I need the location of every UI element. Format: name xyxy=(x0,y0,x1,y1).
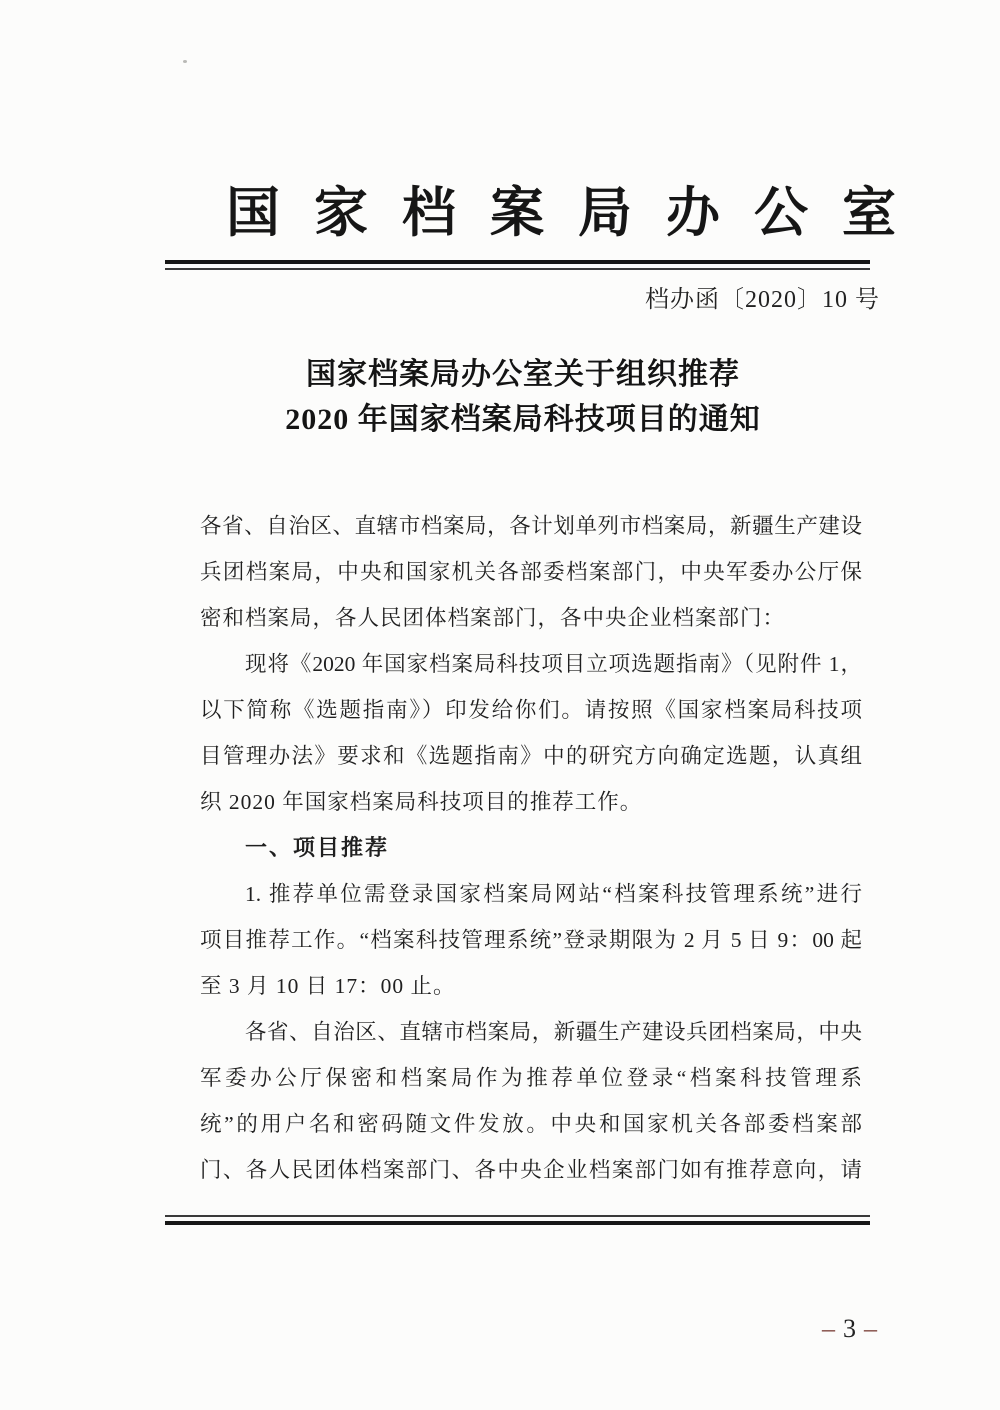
header-rule-thin xyxy=(165,268,870,270)
body-line: 以下简称《选题指南》）印发给你们。请按照《国家档案局科技项 xyxy=(200,698,862,722)
body-line: 兵团档案局，中央和国家机关各部委档案部门，中央军委办公厅保 xyxy=(200,560,862,584)
footer-rule-thick xyxy=(165,1221,870,1225)
body-line: 统”的用户名和密码随文件发放。中央和国家机关各部委档案部 xyxy=(200,1112,862,1136)
document-title xyxy=(173,352,873,442)
page-number-value: 3 xyxy=(843,1314,858,1343)
body-line: 密和档案局，各人民团体档案部门，各中央企业档案部门： xyxy=(200,606,786,630)
body-line: 现将《2020 年国家档案局科技项目立项选题指南》（见附件 1， xyxy=(245,652,862,676)
footer-rule-thin xyxy=(165,1215,870,1217)
body-line: 各省、自治区、直辖市档案局，各计划单列市档案局，新疆生产建设 xyxy=(200,514,862,538)
header-rule-thick xyxy=(165,260,870,264)
document-title-line-2: 2020 年国家档案局科技项目的通知 xyxy=(285,403,761,436)
body-line: 门、各人民团体档案部门、各中央企业档案部门如有推荐意向，请 xyxy=(200,1158,862,1182)
document-number: 档办函〔2020〕10 号 xyxy=(645,287,880,313)
body-line: 织 2020 年国家档案局科技项目的推荐工作。 xyxy=(200,790,643,814)
agency-masthead: 国家档案局办公室 xyxy=(226,183,930,243)
document-body xyxy=(200,503,862,1193)
section-heading: 一、项目推荐 xyxy=(245,835,390,860)
body-line: 目管理办法》要求和《选题指南》中的研究方向确定选题，认真组 xyxy=(200,744,862,768)
document-title-line-1: 国家档案局办公室关于组织推荐 xyxy=(306,358,740,391)
body-line: 至 3 月 10 日 17：00 止。 xyxy=(200,974,456,998)
body-line: 1. 推荐单位需登录国家档案局网站“档案科技管理系统”进行 xyxy=(245,882,862,906)
scan-speck xyxy=(183,60,187,63)
page-number-dash-left: – xyxy=(822,1314,837,1343)
page-number xyxy=(816,1314,885,1344)
body-line: 项目推荐工作。“档案科技管理系统”登录期限为 2 月 5 日 9：00 起 xyxy=(200,928,862,952)
body-line: 军委办公厅保密和档案局作为推荐单位登录“档案科技管理系 xyxy=(200,1066,862,1090)
page-number-dash-right: – xyxy=(864,1314,879,1343)
body-line: 各省、自治区、直辖市档案局，新疆生产建设兵团档案局，中央 xyxy=(245,1020,862,1044)
